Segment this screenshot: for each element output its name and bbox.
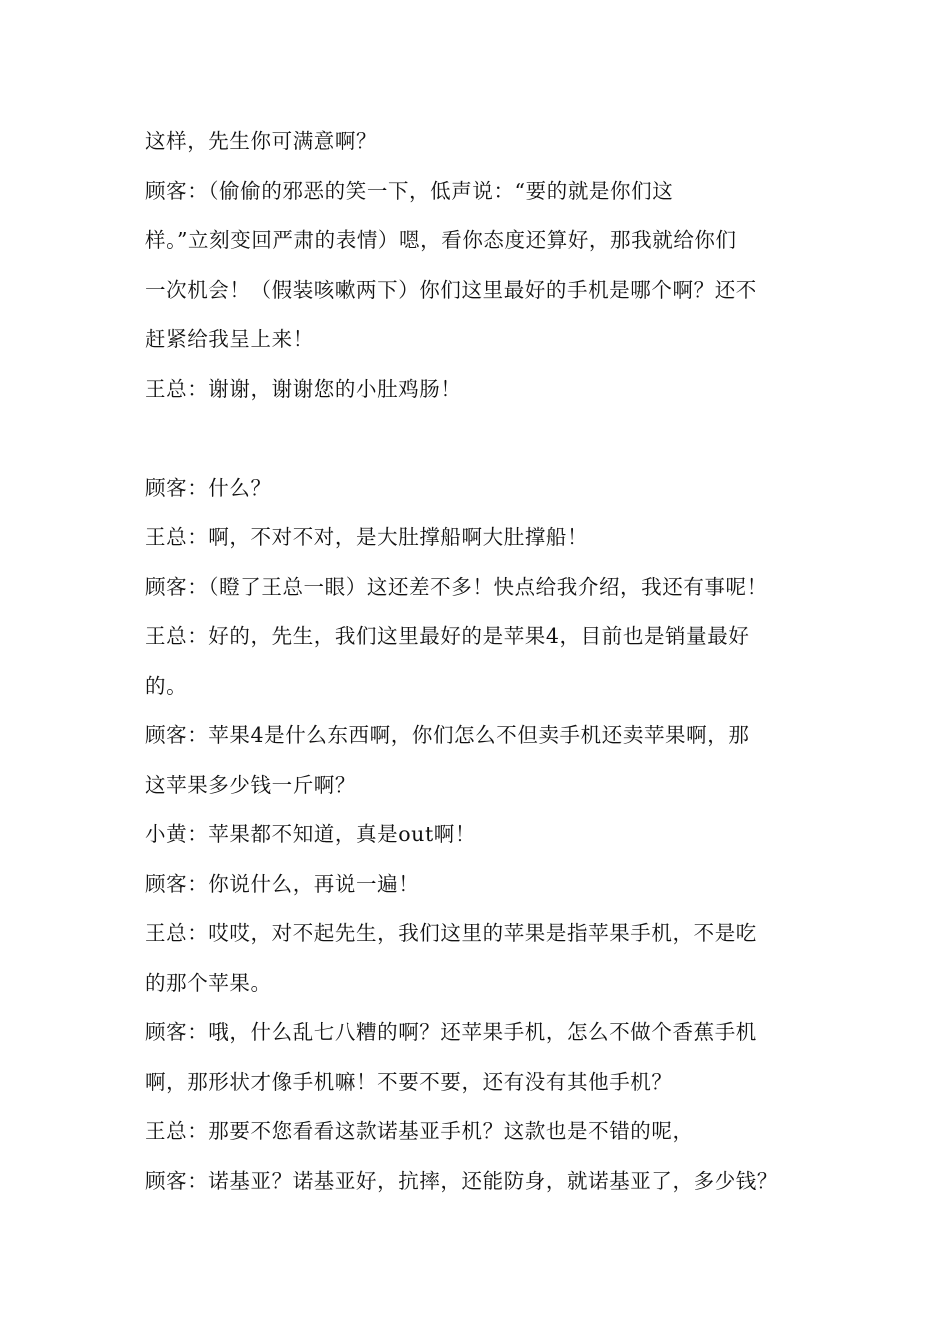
text-line: 王总：那要不您看看这款诺基亚手机？这款也是不错的呢，	[145, 1119, 694, 1143]
text-line: 这苹果多少钱一斤啊？	[145, 772, 356, 797]
text-line: 小黄：苹果都不知道，真是out啊！	[145, 822, 476, 846]
text-line: 顾客：诺基亚？诺基亚好，抗摔，还能防身，就诺基亚了，多少钱？	[145, 1168, 778, 1193]
text-line: 顾客：什么？	[145, 475, 272, 500]
text-line: 样。”立刻变回严肃的表情）嗯，看你态度还算好，那我就给你们	[145, 228, 737, 252]
text-line: 王总：谢谢，谢谢您的小肚鸡肠！	[145, 376, 462, 401]
text-line: 顾客：（瞪了王总一眼）这还差不多！快点给我介绍，我还有事呢！	[145, 574, 768, 599]
text-line: 王总：啊，不对不对，是大肚撑船啊大肚撑船！	[145, 525, 589, 549]
text-line: 的。	[145, 673, 188, 698]
blank-line	[145, 419, 825, 469]
text-line: 顾客：你说什么，再说一遍！	[145, 871, 420, 896]
text-line: 王总：哎哎，对不起先生，我们这里的苹果是指苹果手机，不是吃	[145, 921, 757, 945]
text-line: 顾客：苹果4是什么东西啊，你们怎么不但卖手机还卖苹果啊，那	[145, 723, 750, 747]
text-line: 王总：好的，先生，我们这里最好的是苹果4，目前也是销量最好	[145, 624, 750, 648]
text-line: 一次机会！（假装咳嗽两下）你们这里最好的手机是哪个啊？还不	[145, 277, 757, 302]
text-line: 顾客：（偷偷的邪恶的笑一下，低声说：“要的就是你们这	[145, 178, 674, 203]
text-line: 啊，那形状才像手机嘛！不要不要，还有没有其他手机？	[145, 1069, 673, 1094]
text-line: 赶紧给我呈上来！	[145, 327, 314, 351]
text-line: 这样，先生你可满意啊？	[145, 129, 378, 153]
dialogue-text	[145, 122, 825, 1211]
text-line: 的那个苹果。	[145, 970, 272, 995]
text-line: 顾客：哦，什么乱七八糟的啊？还苹果手机，怎么不做个香蕉手机	[145, 1020, 757, 1044]
